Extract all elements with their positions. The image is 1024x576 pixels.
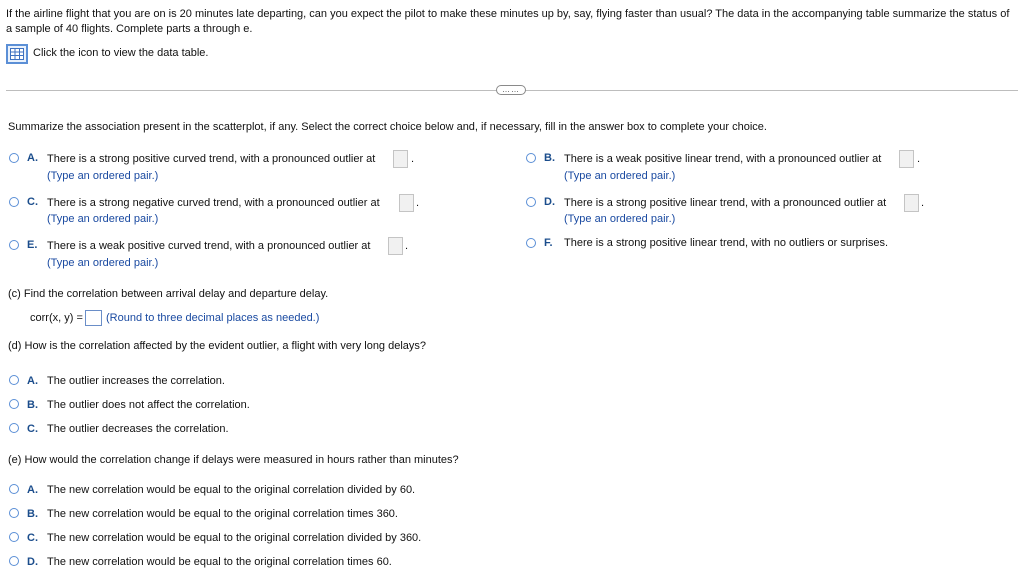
corr-label: corr(x, y) = [30,312,83,324]
part-d-choice-b-text: The outlier does not affect the correlation. [47,399,250,411]
choice-d-letter: D. [544,196,555,208]
part-e-choice-d-radio[interactable] [9,556,19,566]
part-e-choice-d-text: The new correlation would be equal to the original correlation times 60. [47,556,392,568]
part-e-choice-c-text: The new correlation would be equal to the original correlation divided by 360. [47,532,422,544]
part-d-choice-a-radio[interactable] [9,375,19,385]
choice-a-hint: (Type an ordered pair.) [47,170,159,182]
choice-b-answer-box[interactable] [899,150,914,168]
choice-d-answer-box[interactable] [904,194,919,212]
choice-c-text: There is a strong negative curved trend, with a pronounced outlier at [47,197,380,209]
choice-e-letter: E. [27,239,38,251]
choice-e-text: There is a weak positive curved trend, with a pronounced outlier at [47,240,371,252]
choice-a-letter: A. [27,152,38,164]
choice-a-radio[interactable] [9,153,19,163]
part-d-choice-c-letter: C. [27,423,38,435]
choice-c-answer-box[interactable] [399,194,414,212]
choice-e-radio[interactable] [9,240,19,250]
choice-d-period: . [921,197,925,209]
part-c-prompt: (c) Find the correlation between arrival delay and departure delay. [8,288,329,300]
choice-d-text: There is a strong positive linear trend, with a pronounced outlier at [564,197,887,209]
part-e-choice-a-letter: A. [27,484,38,496]
data-table-link-text[interactable]: Click the icon to view the data table. [33,47,209,59]
choice-f-radio[interactable] [526,238,536,248]
part-e-choice-a-radio[interactable] [9,484,19,494]
part-e-choice-a-text: The new correlation would be equal to the original correlation divided by 60. [47,484,416,496]
choice-d-hint: (Type an ordered pair.) [564,213,676,225]
part-d-choice-b-radio[interactable] [9,399,19,409]
choice-b-text: There is a weak positive linear trend, with a pronounced outlier at [564,153,882,165]
part-e-choice-d-letter: D. [27,556,38,568]
part-d-choice-a-text: The outlier increases the correlation. [47,375,225,387]
choice-a-answer-box[interactable] [393,150,408,168]
choice-b-radio[interactable] [526,153,536,163]
part-d-choice-c-radio[interactable] [9,423,19,433]
corr-answer-input[interactable] [85,310,102,326]
choice-f-text: There is a strong positive linear trend, with no outliers or surprises. [564,237,889,249]
choice-b-period: . [917,153,921,165]
part-d-choice-b-letter: B. [27,399,38,411]
choice-a-text: There is a strong positive curved trend, with a pronounced outlier at [47,153,376,165]
choice-e-period: . [405,240,409,252]
part-d-prompt: (d) How is the correlation affected by the evident outlier, a flight with very long delays? [8,340,427,352]
expand-more-button[interactable]: …… [496,85,526,95]
part-e-choice-c-radio[interactable] [9,532,19,542]
choice-c-letter: C. [27,196,38,208]
corr-hint: (Round to three decimal places as needed.) [106,312,320,324]
choice-a-period: . [411,153,415,165]
choice-e-answer-box[interactable] [388,237,403,255]
choice-f-letter: F. [544,237,553,249]
part-e-choice-b-radio[interactable] [9,508,19,518]
choice-c-radio[interactable] [9,197,19,207]
choice-c-period: . [416,197,420,209]
choice-b-letter: B. [544,152,555,164]
part-e-choice-c-letter: C. [27,532,38,544]
data-table-icon[interactable] [6,44,28,64]
choice-e-hint: (Type an ordered pair.) [47,257,159,269]
part-e-prompt: (e) How would the correlation change if delays were measured in hours rather than minutes? [8,454,459,466]
part-d-choice-a-letter: A. [27,375,38,387]
part-b-prompt: Summarize the association present in the scatterplot, if any. Select the correct choice below and, if necessary, fill in the answer box to complete your choice. [8,121,767,133]
choice-c-hint: (Type an ordered pair.) [47,213,159,225]
choice-b-hint: (Type an ordered pair.) [564,170,676,182]
choice-d-radio[interactable] [526,197,536,207]
part-e-choice-b-letter: B. [27,508,38,520]
question-intro: If the airline flight that you are on is 20 minutes late departing, can you expect the pilot to make these minutes up by, say, flying faster than usual? The data in the accompanying table summarize the status of a sample of 40 flights. Complete parts a through e. [6,8,1010,35]
part-e-choice-b-text: The new correlation would be equal to the original correlation times 360. [47,508,398,520]
part-d-choice-c-text: The outlier decreases the correlation. [47,423,229,435]
